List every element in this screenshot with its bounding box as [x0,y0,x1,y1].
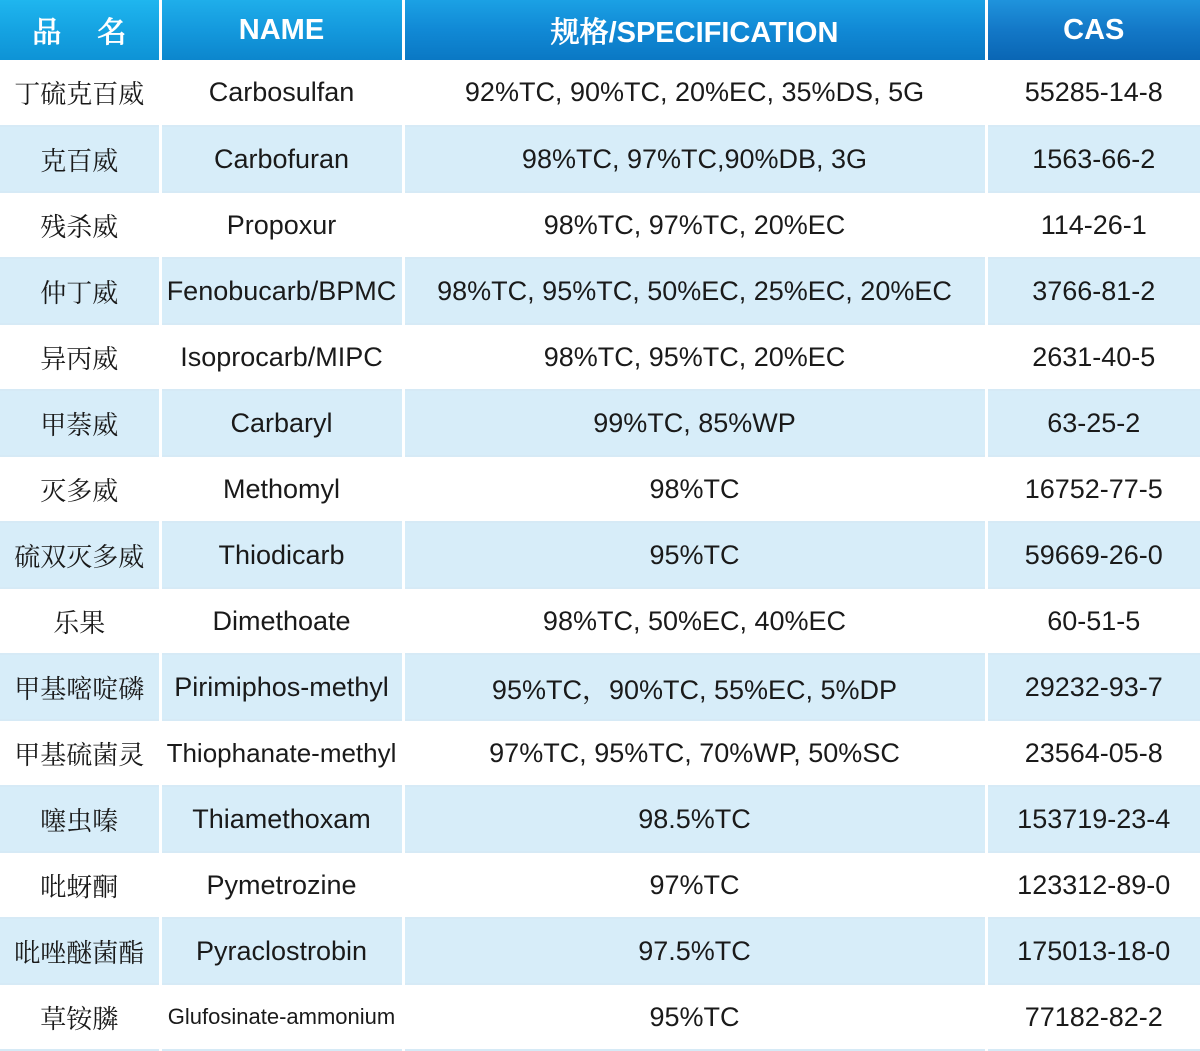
cell-specification: 98%TC, 97%TC,90%DB, 3G [403,126,986,192]
table-row [0,984,1200,1050]
cell-en-name: Isoprocarb/MIPC [160,324,403,390]
table-row [0,192,1200,258]
table-row [0,786,1200,852]
cell-cn-name: 仲丁威 [0,258,160,324]
column-header-cas: CAS [986,0,1200,60]
cell-cas: 77182-82-2 [986,984,1200,1050]
cell-cas: 175013-18-0 [986,918,1200,984]
cell-specification: 98%TC, 50%EC, 40%EC [403,588,986,654]
table-row [0,258,1200,324]
cell-cn-name: 异丙威 [0,324,160,390]
cell-en-name: Pirimiphos-methyl [160,654,403,720]
cell-cn-name: 甲基嘧啶磷 [0,654,160,720]
cell-cas: 114-26-1 [986,192,1200,258]
table-header [0,0,1200,60]
cell-specification: 99%TC, 85%WP [403,390,986,456]
cell-specification: 97.5%TC [403,918,986,984]
cell-specification: 98.5%TC [403,786,986,852]
column-header-cn-name: 品 名 [0,0,160,60]
column-header-en-name: NAME [160,0,403,60]
cell-specification: 98%TC [403,456,986,522]
cell-cn-name: 噻虫嗪 [0,786,160,852]
column-header-specification: 规格/SPECIFICATION [403,0,986,60]
cell-specification: 98%TC, 95%TC, 20%EC [403,324,986,390]
cell-en-name: Glufosinate-ammonium [160,984,403,1050]
cell-cas: 59669-26-0 [986,522,1200,588]
cell-en-name: Carbofuran [160,126,403,192]
table-row [0,654,1200,720]
cell-cas: 123312-89-0 [986,852,1200,918]
cell-cas: 63-25-2 [986,390,1200,456]
cell-en-name: Pyraclostrobin [160,918,403,984]
cell-specification: 92%TC, 90%TC, 20%EC, 35%DS, 5G [403,60,986,126]
cell-cn-name: 吡蚜酮 [0,852,160,918]
cell-specification: 97%TC [403,852,986,918]
table-row [0,588,1200,654]
cell-cn-name: 灭多威 [0,456,160,522]
cell-en-name: Thiophanate-methyl [160,720,403,786]
cell-en-name: Pymetrozine [160,852,403,918]
cell-cas: 29232-93-7 [986,654,1200,720]
cell-cn-name: 硫双灭多威 [0,522,160,588]
cell-en-name: Thiamethoxam [160,786,403,852]
table-row [0,852,1200,918]
cell-cn-name: 草铵膦 [0,984,160,1050]
cell-en-name: Dimethoate [160,588,403,654]
cell-cn-name: 吡唑醚菌酯 [0,918,160,984]
cell-cas: 3766-81-2 [986,258,1200,324]
cell-cas: 60-51-5 [986,588,1200,654]
cell-en-name: Propoxur [160,192,403,258]
cell-specification: 95%TC [403,984,986,1050]
cell-cn-name: 甲基硫菌灵 [0,720,160,786]
cell-cn-name: 克百威 [0,126,160,192]
cell-cas: 55285-14-8 [986,60,1200,126]
table-row [0,60,1200,126]
table-row [0,918,1200,984]
cell-cn-name: 甲萘威 [0,390,160,456]
cell-cn-name: 乐果 [0,588,160,654]
table-row [0,720,1200,786]
cell-cas: 153719-23-4 [986,786,1200,852]
cell-en-name: Carbaryl [160,390,403,456]
table-row [0,126,1200,192]
cell-en-name: Methomyl [160,456,403,522]
cell-specification: 97%TC, 95%TC, 70%WP, 50%SC [403,720,986,786]
cell-cas: 1563-66-2 [986,126,1200,192]
cell-cn-name: 丁硫克百威 [0,60,160,126]
table-body [0,60,1200,1050]
cell-cas: 2631-40-5 [986,324,1200,390]
table-row [0,324,1200,390]
table-row [0,522,1200,588]
cell-specification: 95%TC [403,522,986,588]
table-header-row [0,0,1200,60]
cell-cas: 16752-77-5 [986,456,1200,522]
table-row [0,390,1200,456]
table-row [0,456,1200,522]
cell-en-name: Fenobucarb/BPMC [160,258,403,324]
cell-specification: 98%TC, 95%TC, 50%EC, 25%EC, 20%EC [403,258,986,324]
cell-en-name: Carbosulfan [160,60,403,126]
cell-cn-name: 残杀威 [0,192,160,258]
cell-specification: 95%TC，90%TC, 55%EC, 5%DP [403,654,986,720]
cell-cas: 23564-05-8 [986,720,1200,786]
cell-en-name: Thiodicarb [160,522,403,588]
cell-specification: 98%TC, 97%TC, 20%EC [403,192,986,258]
